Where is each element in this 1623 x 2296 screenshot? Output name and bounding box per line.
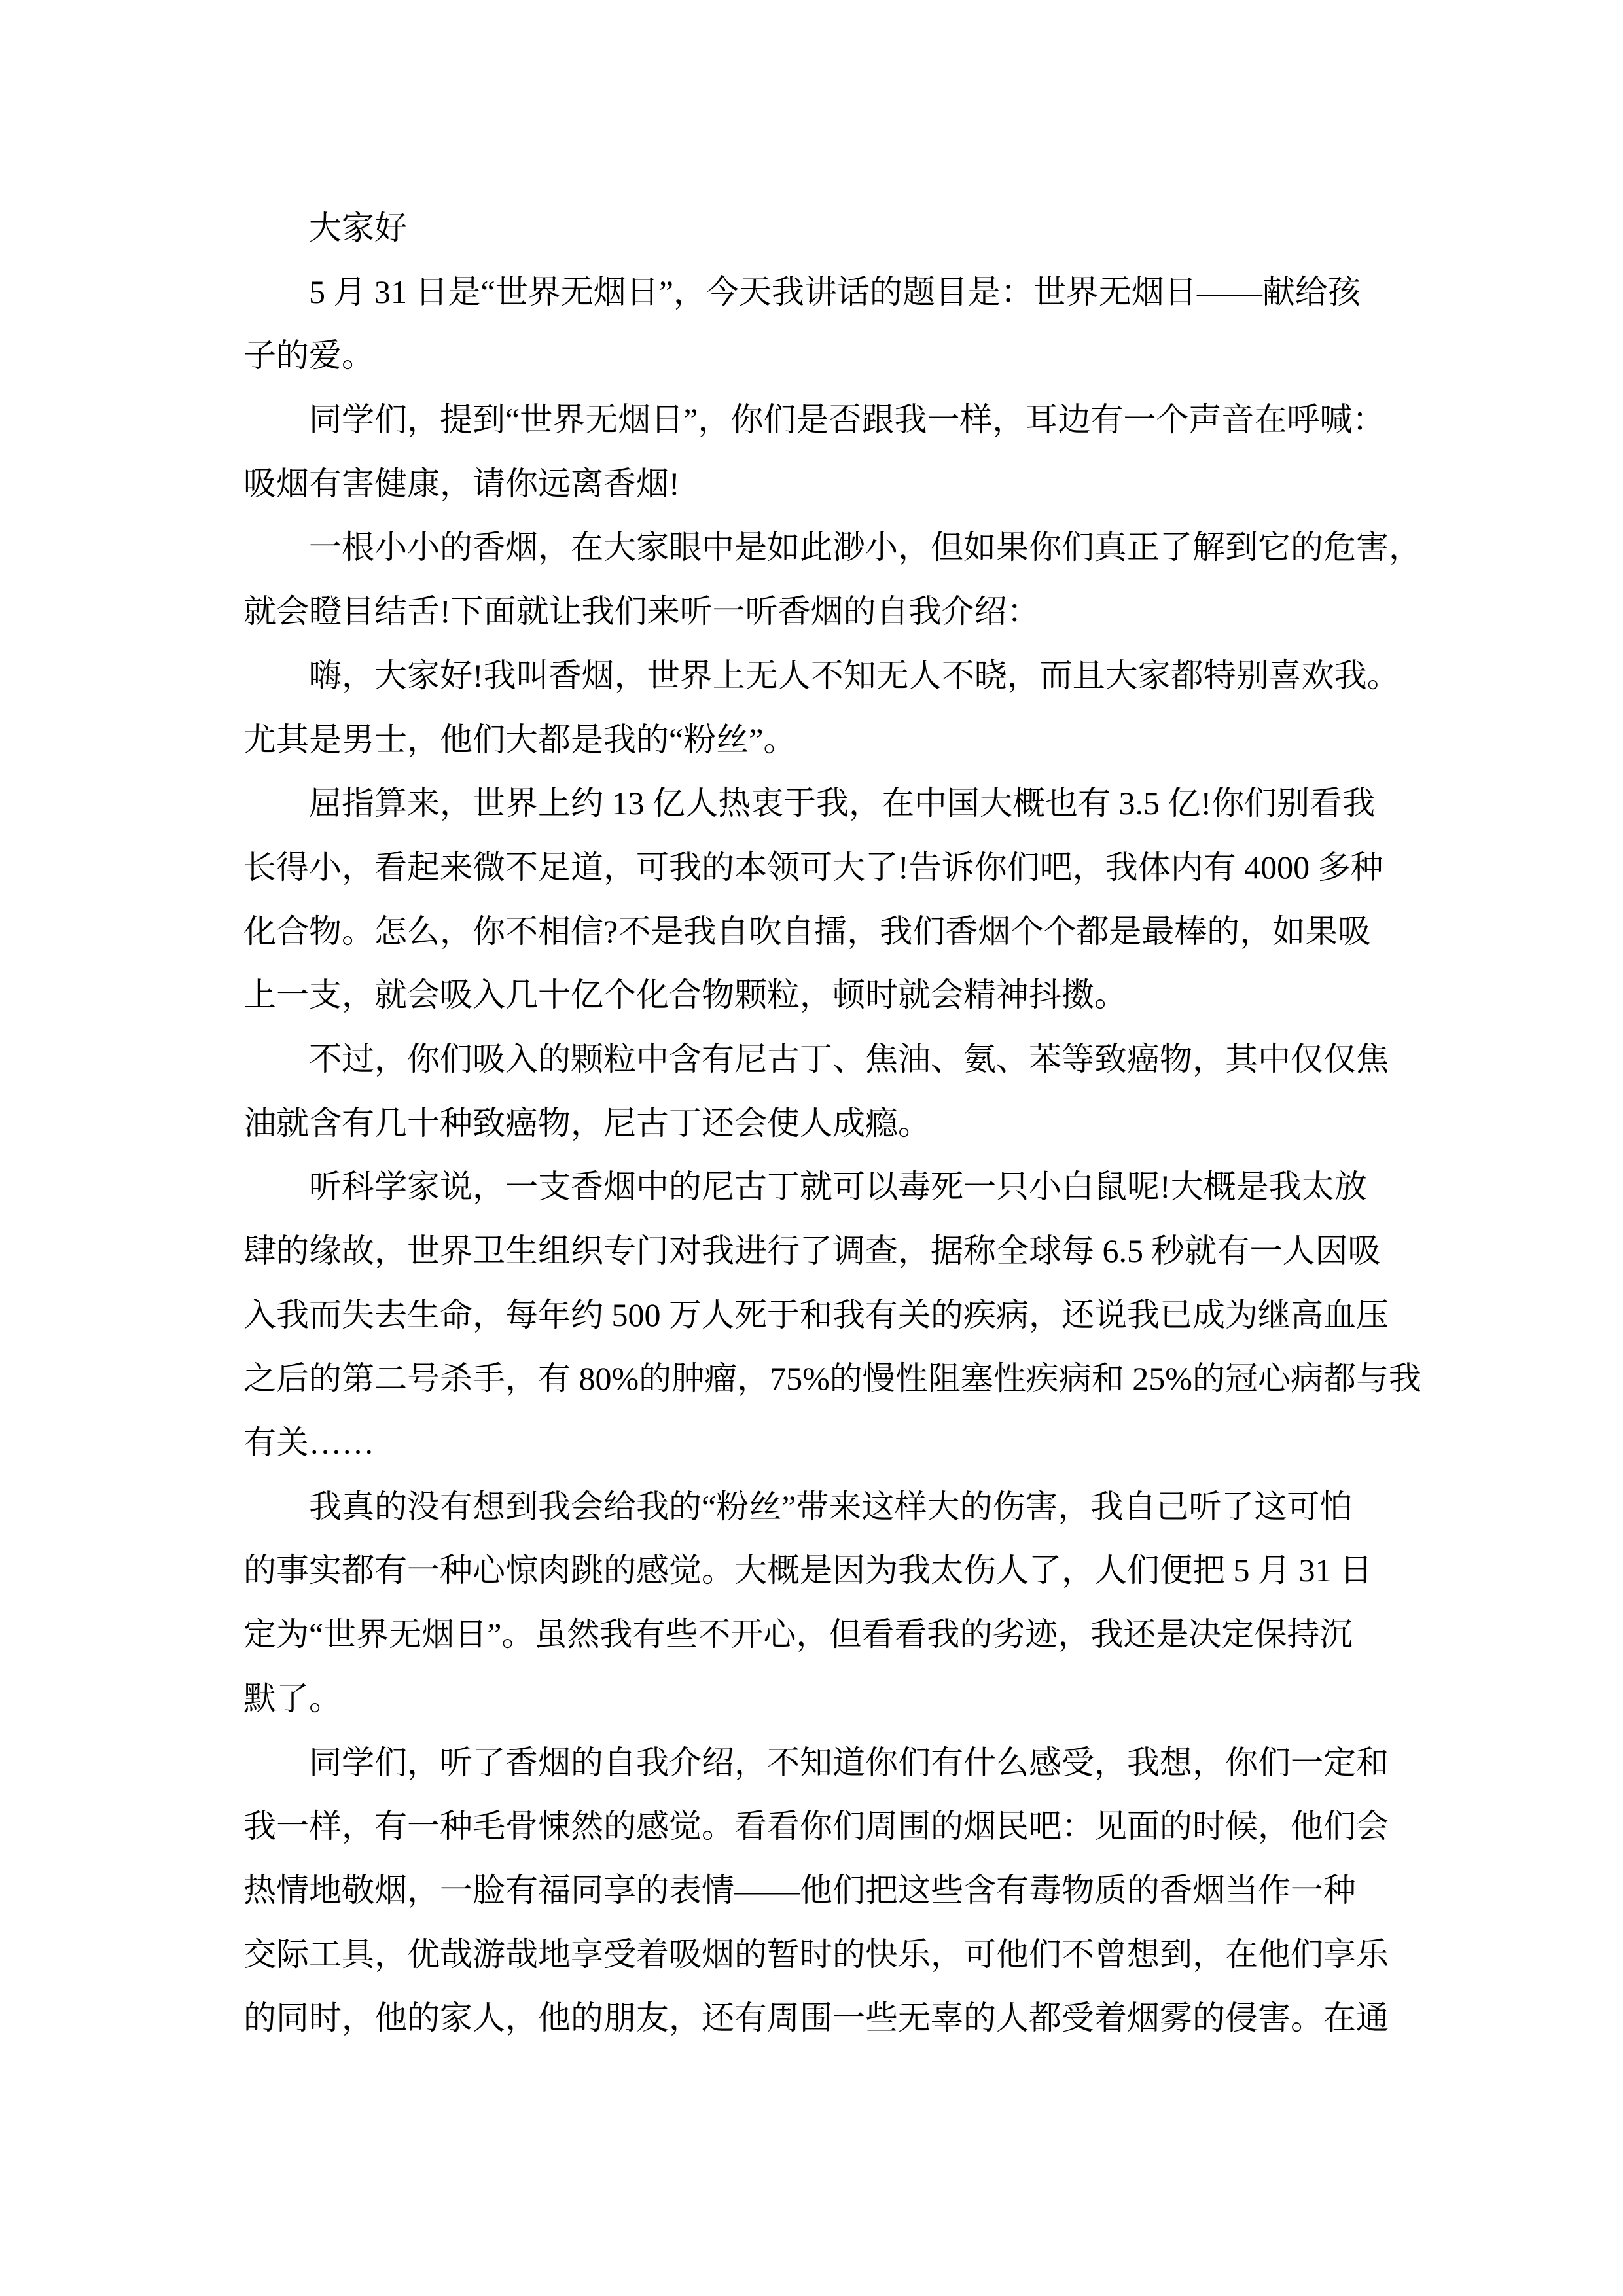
text-line: 子的爱。 (243, 337, 374, 374)
text-line: 热情地敬烟，一脸有福同享的表情——他们把这些含有毒物质的香烟当作一种 (243, 1871, 1356, 1909)
text-line: 同学们，听了香烟的自我介绍，不知道你们有什么感受，我想，你们一定和 (309, 1744, 1389, 1781)
text-line: 一根小小的香烟，在大家眼中是如此渺小，但如果你们真正了解到它的危害， (309, 529, 1421, 566)
text-line: 我真的没有想到我会给我的“粉丝”带来这样大的伤害，我自己听了这可怕 (309, 1488, 1353, 1525)
text-line: 肆的缘故，世界卫生组织专门对我进行了调查，据称全球每 6.5 秒就有一人因吸 (243, 1232, 1381, 1269)
text-line: 不过，你们吸入的颗粒中含有尼古丁、焦油、氨、苯等致癌物，其中仅仅焦 (309, 1040, 1389, 1077)
text-line: 大家好 (309, 209, 407, 246)
text-line: 我一样，有一种毛骨悚然的感觉。看看你们周围的烟民吧：见面的时候，他们会 (243, 1808, 1389, 1845)
text-line: 上一支，就会吸入几十亿个化合物颗粒，顿时就会精神抖擞。 (243, 977, 1127, 1014)
text-line: 长得小，看起来微不足道，可我的本领可大了!告诉你们吧，我体内有 4000 多种 (243, 848, 1383, 886)
document-text (243, 196, 1421, 2051)
text-line: 嗨，大家好!我叫香烟，世界上无人不知无人不晓，而且大家都特别喜欢我。 (309, 656, 1400, 694)
text-line: 屈指算来，世界上约 13 亿人热衷于我，在中国大概也有 3.5 亿!你们别看我 (309, 785, 1376, 822)
text-line: 之后的第二号杀手，有 80%的肿瘤，75%的慢性阻塞性疾病和 25%的冠心病都与我 (243, 1360, 1421, 1397)
text-line: 默了。 (243, 1679, 342, 1717)
text-line: 交际工具，优哉游哉地享受着吸烟的暂时的快乐，可他们不曾想到，在他们享乐 (243, 1935, 1389, 1973)
text-line: 就会瞪目结舌!下面就让我们来听一听香烟的自我介绍： (243, 593, 1040, 630)
text-line: 的同时，他的家人，他的朋友，还有周围一些无辜的人都受着烟雾的侵害。在通 (243, 2000, 1389, 2037)
text-line: 的事实都有一种心惊肉跳的感觉。大概是因为我太伤人了，人们便把 5 月 31 日 (243, 1552, 1372, 1589)
text-line: 5 月 31 日是“世界无烟日”，今天我讲话的题目是：世界无烟日——献给孩 (309, 273, 1361, 310)
text-line: 有关…… (243, 1424, 374, 1462)
text-line: 定为“世界无烟日”。虽然我有些不开心，但看看我的劣迹，我还是决定保持沉 (243, 1616, 1353, 1653)
text-line: 听科学家说，一支香烟中的尼古丁就可以毒死一只小白鼠呢!大概是我太放 (309, 1168, 1367, 1206)
text-line: 尤其是男士，他们大都是我的“粉丝”。 (243, 721, 796, 758)
text-line: 化合物。怎么，你不相信?不是我自吹自擂，我们香烟个个都是最棒的，如果吸 (243, 912, 1371, 950)
text-line: 油就含有几十种致癌物，尼古丁还会使人成瘾。 (243, 1104, 931, 1141)
text-line: 同学们，提到“世界无烟日”，你们是否跟我一样，耳边有一个声音在呼喊： (309, 401, 1385, 439)
text-line: 吸烟有害健康，请你远离香烟! (243, 465, 680, 502)
text-line: 入我而失去生命，每年约 500 万人死于和我有关的疾病，还说我已成为继高血压 (243, 1296, 1389, 1333)
